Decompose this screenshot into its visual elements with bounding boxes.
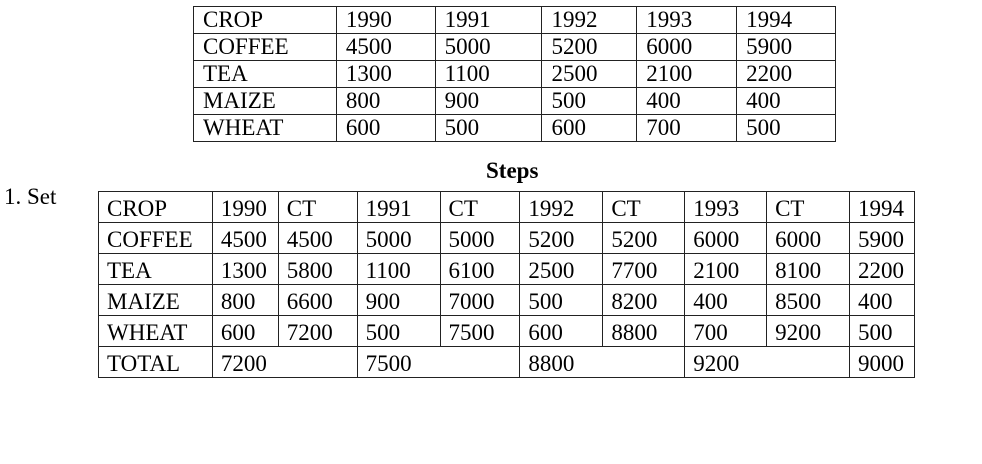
header-cell: 1990 (336, 7, 435, 34)
table-cell: 500 (520, 285, 603, 316)
table-cell: 1300 (212, 254, 278, 285)
table-cell: WHEAT (194, 115, 337, 142)
table-cell: 7200 (278, 316, 357, 347)
table-row (194, 34, 836, 61)
table-cell: 6100 (440, 254, 520, 285)
table-cell: 500 (435, 115, 542, 142)
header-cell: CROP (194, 7, 337, 34)
table-cell: 6600 (278, 285, 357, 316)
table-cell: 6000 (637, 34, 737, 61)
table-cell: 4500 (336, 34, 435, 61)
header-cell: 1992 (520, 192, 603, 223)
table-cell: 600 (520, 316, 603, 347)
table-header-row (194, 7, 836, 34)
table-cell: COFFEE (194, 34, 337, 61)
table-cell: 400 (685, 285, 767, 316)
table-cell: 600 (212, 316, 278, 347)
table-row (194, 88, 836, 115)
total-cell: 9200 (685, 347, 850, 378)
table-row (194, 115, 836, 142)
table-row (194, 61, 836, 88)
table-cell: 4500 (278, 223, 357, 254)
table-cell: 500 (542, 88, 637, 115)
table-cell: 5000 (357, 223, 440, 254)
table-header-row (99, 192, 915, 223)
table-cell: 400 (637, 88, 737, 115)
table-cell: MAIZE (99, 285, 213, 316)
table-cell: 2500 (542, 61, 637, 88)
table-cell: 800 (336, 88, 435, 115)
table-cell: 6000 (767, 223, 850, 254)
table-cell: 600 (542, 115, 637, 142)
header-cell: CROP (99, 192, 213, 223)
table-cell: 7700 (603, 254, 685, 285)
cumulative-totals-table (98, 191, 915, 378)
total-cell: 7200 (212, 347, 357, 378)
table-cell: 2100 (637, 61, 737, 88)
table-cell: 5000 (440, 223, 520, 254)
table-cell: 4500 (212, 223, 278, 254)
table-cell: 5200 (520, 223, 603, 254)
header-cell: CT (440, 192, 520, 223)
header-cell: CT (278, 192, 357, 223)
table-cell: TEA (99, 254, 213, 285)
table-row (99, 316, 915, 347)
header-cell: CT (767, 192, 850, 223)
table-cell: TEA (194, 61, 337, 88)
table-cell: 700 (685, 316, 767, 347)
table-row (99, 223, 915, 254)
table-cell: 2100 (685, 254, 767, 285)
table-row (99, 254, 915, 285)
table-cell: COFFEE (99, 223, 213, 254)
table-cell: MAIZE (194, 88, 337, 115)
table-cell: 8200 (603, 285, 685, 316)
header-cell: 1994 (849, 192, 914, 223)
table-cell: 5900 (849, 223, 914, 254)
header-cell: 1991 (357, 192, 440, 223)
table-cell: 7000 (440, 285, 520, 316)
table-row (99, 285, 915, 316)
table-cell: 1100 (357, 254, 440, 285)
table-cell: 500 (849, 316, 914, 347)
table-cell: 1300 (336, 61, 435, 88)
header-cell: 1993 (685, 192, 767, 223)
table-cell: 6000 (685, 223, 767, 254)
table-cell: 500 (737, 115, 836, 142)
table-cell: 1100 (435, 61, 542, 88)
header-cell: 1991 (435, 7, 542, 34)
table-cell: 5000 (435, 34, 542, 61)
header-cell: 1992 (542, 7, 637, 34)
table-cell: 400 (849, 285, 914, 316)
table-cell: 800 (212, 285, 278, 316)
table-cell: 7500 (440, 316, 520, 347)
table-cell: 2200 (737, 61, 836, 88)
table-cell: 5800 (278, 254, 357, 285)
total-cell: 7500 (357, 347, 520, 378)
table-cell: 700 (637, 115, 737, 142)
table-cell: 5900 (737, 34, 836, 61)
table-cell: 5200 (542, 34, 637, 61)
crop-production-table (193, 6, 836, 142)
table-cell: 8500 (767, 285, 850, 316)
list-marker: 1. Set (4, 184, 57, 209)
table-cell: 9200 (767, 316, 850, 347)
table-cell: 2500 (520, 254, 603, 285)
table-cell: 900 (435, 88, 542, 115)
header-cell: 1993 (637, 7, 737, 34)
total-label: TOTAL (99, 347, 213, 378)
total-row (99, 347, 915, 378)
total-cell: 9000 (849, 347, 914, 378)
table-cell: 8800 (603, 316, 685, 347)
header-cell: 1994 (737, 7, 836, 34)
header-cell: 1990 (212, 192, 278, 223)
table-cell: 900 (357, 285, 440, 316)
table-cell: WHEAT (99, 316, 213, 347)
total-cell: 8800 (520, 347, 685, 378)
table-cell: 5200 (603, 223, 685, 254)
table-cell: 500 (357, 316, 440, 347)
table-cell: 400 (737, 88, 836, 115)
steps-heading: Steps (486, 158, 539, 183)
table-cell: 600 (336, 115, 435, 142)
table-cell: 2200 (849, 254, 914, 285)
header-cell: CT (603, 192, 685, 223)
table-cell: 8100 (767, 254, 850, 285)
